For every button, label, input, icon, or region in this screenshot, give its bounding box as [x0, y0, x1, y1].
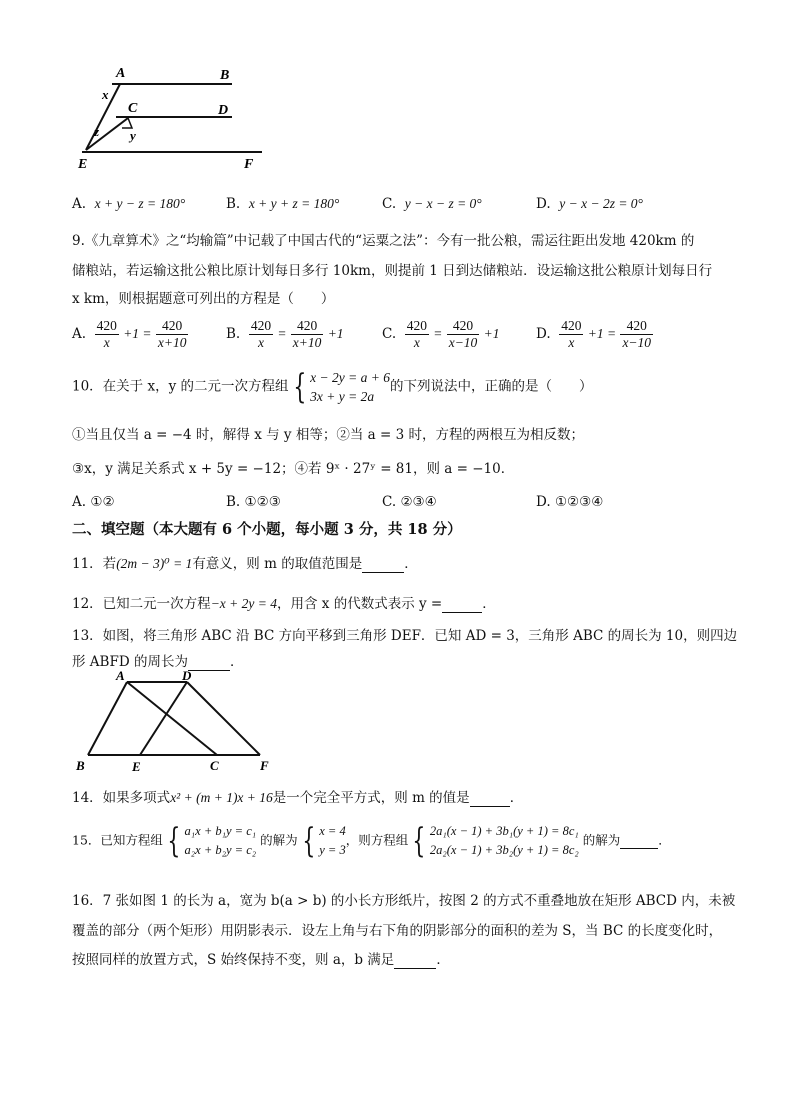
- q11: 11．若(2m − 3)⁰ = 1有意义，则 m 的取值范围是 ．: [72, 556, 418, 572]
- q8-option-a[interactable]: A. x + y − z = 180°: [72, 196, 186, 212]
- label-F: F: [260, 758, 269, 773]
- q10-statements-1: ①当且仅当 a = −4 时，解得 x 与 y 相等；②当 a = 3 时，方程的两根互为相反数；: [72, 427, 584, 443]
- q9-line3: x km，则根据题意可列出的方程是（ ）: [72, 291, 335, 307]
- parallel-lines-figure: [72, 62, 272, 174]
- q10-option-d[interactable]: D. ①②③④: [536, 494, 604, 510]
- angle-x: x: [102, 87, 109, 102]
- q10-statements-2: ③x，y 满足关系式 x + 5y = −12；④若 9ˣ · 27ʸ = 81，则 a = −10．: [72, 461, 515, 477]
- q8-option-d[interactable]: D. y − x − 2z = 0°: [536, 196, 643, 212]
- q12-answer-blank[interactable]: [442, 596, 482, 613]
- label-E: E: [132, 759, 141, 774]
- label-B: B: [220, 68, 230, 83]
- q15: 15．已知方程组 { a₁x + b₁y = c₁ a₂x + b₂y = c₂ 的解为 { x = 4 y = 3，则方程组 { 2a₁(x − 1) + 3b₁(y + 1) = 8c₁ 2a₂(x − 1) + 3b₂(y + 1) = 8c₂ 的解为 ．: [72, 821, 671, 861]
- label-F: F: [244, 157, 254, 172]
- q16-answer-blank[interactable]: [394, 952, 436, 969]
- q11-answer-blank[interactable]: [362, 556, 404, 573]
- q13-line2: 形 ABFD 的周长为 ．: [72, 654, 244, 670]
- q10-option-a[interactable]: A. ①②: [72, 494, 115, 510]
- q9-option-d[interactable]: D. $\frac{420}{x}$ +1 = $\frac{420}{x-10}$: [536, 318, 652, 350]
- q9-line2: 储粮站，若运输这批公粮比原计划每日多行 10km，则提前 1 日到达储粮站．设运输这批公粮原计划每日行: [72, 263, 713, 279]
- q14-answer-blank[interactable]: [470, 790, 510, 807]
- q16-line2: 覆盖的部分（两个矩形）用阴影表示．设左上角与右下角的阴影部分的面积的差为 S，当 BC 的长度变化时，: [72, 923, 723, 939]
- translation-figure: [72, 668, 282, 778]
- q9-line1: 9.《九章算术》之“均输篇”中记载了中国古代的“运粟之法”：今有一批公粮，需运往距出发地 420km 的: [72, 233, 695, 249]
- label-D: D: [218, 103, 229, 118]
- label-D: D: [182, 668, 192, 683]
- q16-line1: 16．7 张如图 1 的长为 a，宽为 b(a > b) 的小长方形纸片，按图 2 的方式不重叠地放在矩形 ABCD 内，未被: [72, 893, 736, 909]
- q9-option-b[interactable]: B. $\frac{420}{x}$ = $\frac{420}{x+10}$ +1: [226, 318, 344, 350]
- q8-option-c[interactable]: C. y − x − z = 0°: [382, 196, 482, 212]
- q10-stem: 10．在关于 x，y 的二元一次方程组 { x − 2y = a + 6 3x + y = 2a的下列说法中，正确的是（ ）: [72, 367, 593, 407]
- label-A: A: [116, 66, 126, 81]
- label-A: A: [116, 668, 125, 683]
- q10-option-b[interactable]: B. ①②③: [226, 494, 281, 510]
- q16-line3: 按照同样的放置方式，S 始终保持不变，则 a，b 满足 ．: [72, 952, 450, 968]
- angle-z: z: [94, 124, 100, 139]
- q10-option-c[interactable]: C. ②③④: [382, 494, 437, 510]
- q9-option-c[interactable]: C. $\frac{420}{x}$ = $\frac{420}{x-10}$ +1: [382, 318, 500, 350]
- section-heading: 二、填空题（本大题有 6 个小题，每小题 3 分，共 18 分）: [72, 521, 462, 538]
- label-C: C: [210, 758, 219, 773]
- q15-answer-blank[interactable]: [620, 833, 658, 849]
- q12: 12．已知二元一次方程−x + 2y = 4，用含 x 的代数式表示 y = ．: [72, 596, 496, 612]
- q9-option-a[interactable]: A. $\frac{420}{x}$ +1 = $\frac{420}{x+10}$: [72, 318, 187, 350]
- label-E: E: [78, 157, 88, 172]
- q14: 14．如果多项式x² + (m + 1)x + 16是一个完全平方式，则 m 的值是 ．: [72, 790, 524, 806]
- q13-line1: 13．如图，将三角形 ABC 沿 BC 方向平移到三角形 DEF．已知 AD = 3，三角形 ABC 的周长为 10，则四边: [72, 628, 738, 644]
- label-C: C: [128, 101, 138, 116]
- label-B: B: [76, 758, 85, 773]
- angle-y: y: [130, 128, 136, 143]
- q8-option-b[interactable]: B. x + y + z = 180°: [226, 196, 340, 212]
